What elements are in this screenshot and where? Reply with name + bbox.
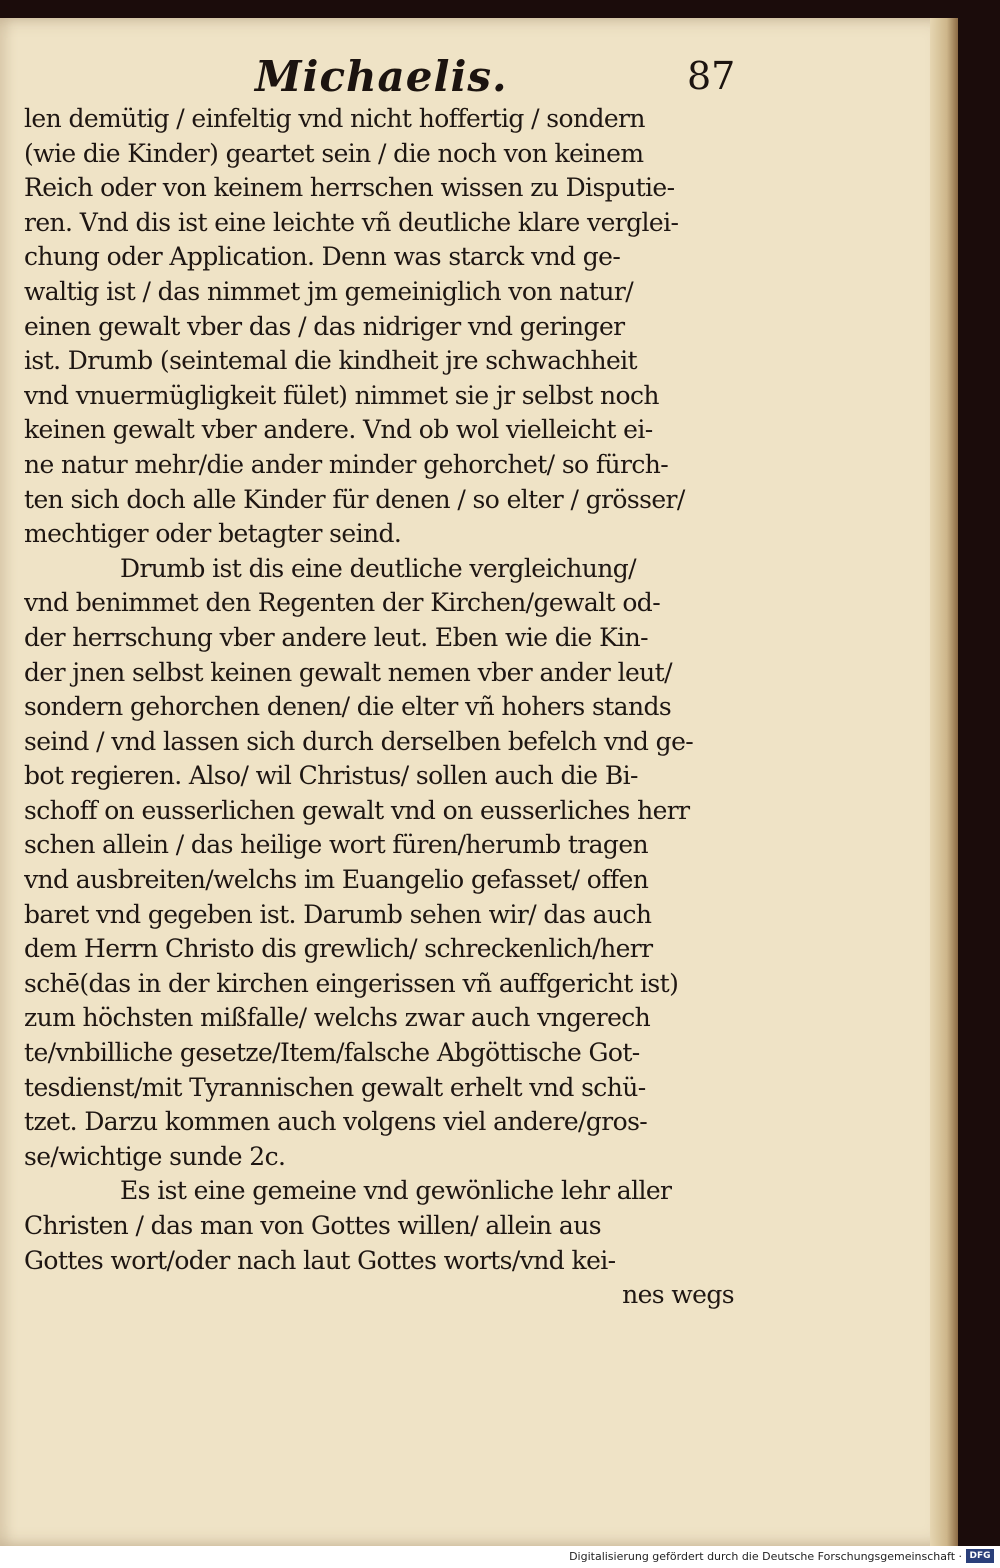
text-line: Drumb ist dis eine deutliche vergleichung/ [120, 553, 636, 583]
text-line: vnd ausbreiten/welchs im Euangelio gefasset/ offen [24, 865, 649, 895]
text-line: bot regieren. Also/ wil Christus/ sollen auch die Bi- [24, 761, 638, 791]
text-line: der jnen selbst keinen gewalt nemen vber ander leut/ [24, 657, 672, 687]
footer-strip [0, 1546, 1000, 1568]
text-line: einen gewalt vber das / das nidriger vnd geringer [24, 311, 625, 341]
text-line: seind / vnd lassen sich durch derselben befelch vnd ge- [24, 726, 694, 756]
footer-credit[interactable]: Digitalisierung gefördert durch die Deutsche Forschungsgemeinschaft · [569, 1550, 962, 1563]
text-line: zum höchsten mißfalle/ welchs zwar auch vngerech [24, 1003, 651, 1033]
body-text [24, 102, 764, 1313]
text-line: dem Herrn Christo dis grewlich/ schreckenlich/herr [24, 934, 653, 964]
text-line: len demütig / einfeltig vnd nicht hoffertig / sondern [24, 104, 645, 133]
text-line: sondern gehorchen denen/ die elter vñ hohers stands [24, 692, 672, 722]
text-line: Es ist eine gemeine vnd gewönliche lehr aller [120, 1176, 672, 1206]
page-number: 87 [687, 54, 736, 98]
text-line: mechtiger oder betagter seind. [24, 519, 402, 549]
text-line: der herrschung vber andere leut. Eben wie die Kin- [24, 622, 648, 652]
text-line: ist. Drumb (seintemal die kindheit jre schwachheit [24, 346, 637, 376]
text-line: Gottes wort/oder nach laut Gottes worts/vnd kei- [24, 1245, 616, 1275]
text-line: tesdienst/mit Tyrannischen gewalt erhelt vnd schü- [24, 1072, 646, 1102]
page-edge [930, 18, 958, 1546]
text-line: vnd benimmet den Regenten der Kirchen/gewalt od- [24, 588, 661, 618]
text-line: ten sich doch alle Kinder für denen / so elter / grösser/ [24, 484, 685, 514]
text-line: keinen gewalt vber andere. Vnd ob wol vielleicht ei- [24, 415, 653, 445]
text-line: chung oder Application. Denn was starck vnd ge- [24, 242, 621, 272]
text-line: Reich oder von keinem herrschen wissen zu Disputie- [24, 173, 675, 203]
text-line: vnd vnuermügligkeit fület) nimmet sie jr selbst noch [24, 380, 659, 410]
text-line: schoff on eusserlichen gewalt vnd on eusserliches herr [24, 795, 690, 825]
catchword: nes wegs [622, 1280, 734, 1310]
text-line: schē(das in der kirchen eingerissen vñ auffgericht ist) [24, 968, 679, 998]
text-line: te/vnbilliche gesetze/Item/falsche Abgöttische Got- [24, 1038, 640, 1068]
dfg-logo-icon[interactable]: DFG [966, 1549, 994, 1563]
text-line: schen allein / das heilige wort füren/herumb tragen [24, 830, 649, 860]
text-line: ne natur mehr/die ander minder gehorchet/ so fürch- [24, 449, 669, 479]
running-title: Michaelis. [255, 52, 508, 101]
page-header [0, 52, 958, 102]
text-line: ren. Vnd dis ist eine leichte vñ deutliche klare verglei- [24, 207, 679, 237]
text-line: waltig ist / das nimmet jm gemeiniglich von natur/ [24, 276, 634, 306]
text-line: baret vnd gegeben ist. Darumb sehen wir/ das auch [24, 899, 652, 929]
text-line: tzet. Darzu kommen auch volgens viel andere/gros- [24, 1107, 648, 1137]
text-line: Christen / das man von Gottes willen/ allein aus [24, 1211, 601, 1240]
text-line: (wie die Kinder) geartet sein / die noch von keinem [24, 138, 644, 168]
text-line: se/wichtige sunde 2c. [24, 1141, 286, 1171]
